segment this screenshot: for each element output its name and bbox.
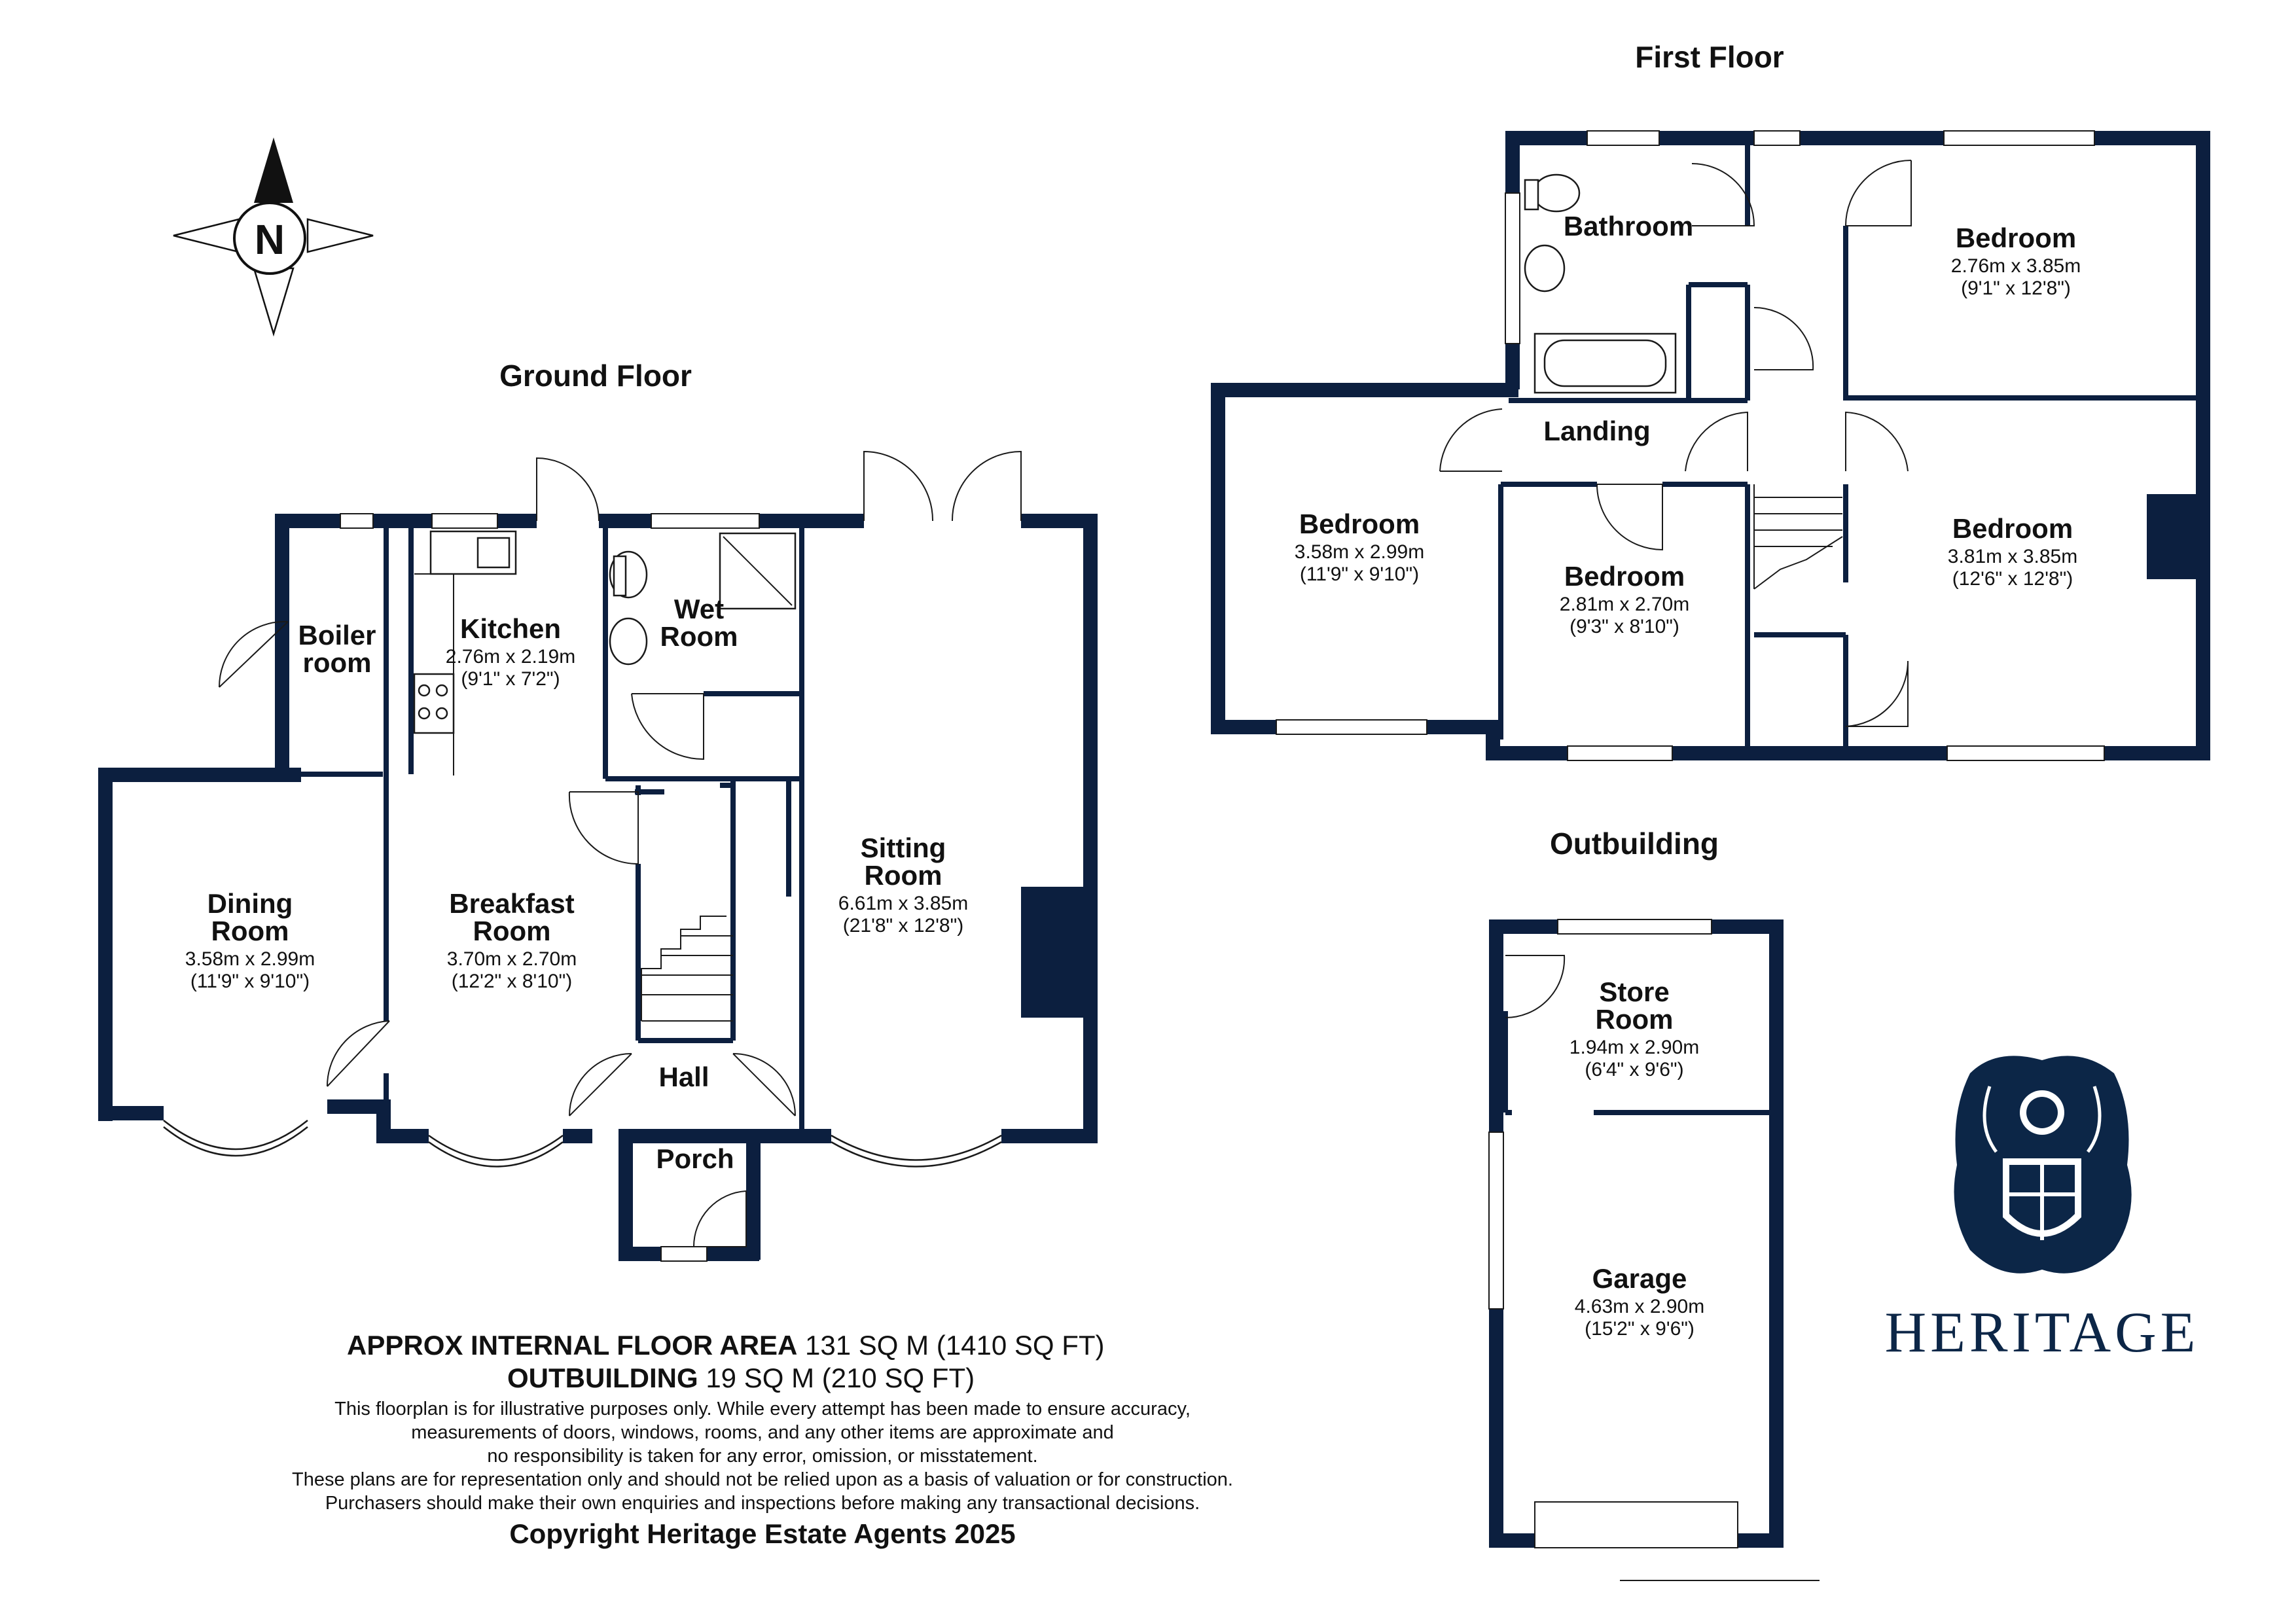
heritage-crest-icon bbox=[1954, 1056, 2132, 1273]
room-name: Dining bbox=[207, 888, 293, 919]
sink-icon bbox=[1525, 245, 1564, 291]
room-label-breakfast-room bbox=[447, 888, 577, 992]
room-name: Boiler bbox=[298, 620, 376, 651]
brand-name: HERITAGE bbox=[1884, 1301, 2200, 1364]
room-name: Room bbox=[211, 916, 289, 946]
area-line-1 bbox=[347, 1330, 1105, 1361]
room-name: Landing bbox=[1543, 416, 1651, 446]
disclaimer-line: These plans are for representation only and should not be relied upon as a basis of valuation or for construction. bbox=[292, 1469, 1233, 1490]
room-name: Hall bbox=[658, 1061, 709, 1092]
room-label-bedroom-e bbox=[1948, 513, 2077, 590]
sink-icon bbox=[610, 618, 647, 664]
chimney-icon bbox=[2147, 494, 2196, 579]
room-name: Bedroom bbox=[1564, 561, 1685, 592]
room-dimensions: 1.94m x 2.90m bbox=[1569, 1037, 1700, 1058]
room-name: Room bbox=[864, 860, 942, 891]
room-dimensions: 6.61m x 3.85m bbox=[838, 893, 969, 914]
area-label-1: APPROX INTERNAL FLOOR AREA bbox=[347, 1330, 798, 1361]
area-value-1: 131 SQ M (1410 SQ FT) bbox=[797, 1330, 1105, 1361]
room-name: Room bbox=[473, 916, 551, 946]
copyright-text: Copyright Heritage Estate Agents 2025 bbox=[509, 1518, 1016, 1549]
room-label-bedroom-ne bbox=[1951, 223, 2081, 299]
room-label-bedroom-mid bbox=[1560, 561, 1689, 637]
compass-north-label: N bbox=[254, 216, 285, 263]
room-label-kitchen bbox=[446, 613, 575, 690]
room-dimensions: (11'9" x 9'10") bbox=[190, 971, 310, 992]
compass-icon bbox=[173, 137, 373, 334]
room-dimensions: 2.76m x 2.19m bbox=[445, 646, 576, 668]
room-label-garage bbox=[1575, 1263, 1704, 1340]
area-line-2 bbox=[507, 1363, 975, 1393]
room-label-store-room bbox=[1570, 976, 1699, 1080]
room-name: Garage bbox=[1592, 1263, 1687, 1294]
room-dimensions: 4.63m x 2.90m bbox=[1574, 1296, 1705, 1317]
room-label-boiler-room bbox=[298, 620, 376, 678]
hob-icon bbox=[414, 674, 454, 733]
room-label-bathroom bbox=[1564, 211, 1693, 241]
room-dimensions: (6'4" x 9'6") bbox=[1585, 1059, 1684, 1080]
room-name: Wet bbox=[673, 594, 725, 624]
room-dimensions: (15'2" x 9'6") bbox=[1585, 1318, 1695, 1340]
stairs-icon bbox=[641, 916, 733, 1021]
disclaimer-line: measurements of doors, windows, rooms, and any other items are approximate and bbox=[411, 1422, 1114, 1443]
room-name: Bedroom bbox=[1955, 223, 2077, 253]
area-label-2: OUTBUILDING bbox=[507, 1363, 698, 1393]
room-dimensions: (11'9" x 9'10") bbox=[1299, 563, 1420, 585]
room-dimensions: (9'1" x 12'8") bbox=[1961, 277, 2071, 299]
disclaimer-line: This floorplan is for illustrative purposes only. While every attempt has been made to ensure accuracy, bbox=[334, 1399, 1191, 1419]
room-dimensions: 2.81m x 2.70m bbox=[1559, 594, 1690, 615]
room-labels bbox=[185, 211, 2081, 1340]
room-dimensions: 3.58m x 2.99m bbox=[185, 948, 315, 970]
room-name: Breakfast bbox=[449, 888, 575, 919]
room-name: Kitchen bbox=[459, 613, 562, 644]
room-dimensions: (9'3" x 8'10") bbox=[1570, 616, 1679, 637]
chimney-icon bbox=[1021, 887, 1083, 1018]
room-dimensions: (9'1" x 7'2") bbox=[461, 668, 560, 690]
room-name: room bbox=[302, 647, 372, 678]
ground-floor-plan bbox=[98, 452, 1098, 1261]
outbuilding-title: Outbuilding bbox=[1549, 827, 1719, 861]
room-dimensions: (12'6" x 12'8") bbox=[1952, 568, 2073, 590]
room-label-dining-room bbox=[185, 888, 315, 992]
disclaimer-line: no responsibility is taken for any error, omission, or misstatement. bbox=[487, 1446, 1038, 1467]
room-name: Sitting bbox=[860, 832, 946, 863]
room-name: Room bbox=[1595, 1004, 1674, 1035]
room-label-sitting-room bbox=[838, 832, 968, 936]
room-label-hall bbox=[658, 1061, 709, 1092]
stairs-icon bbox=[1754, 484, 1842, 589]
room-dimensions: (12'2" x 8'10") bbox=[451, 971, 573, 992]
room-name: Room bbox=[660, 621, 738, 652]
toilet-icon bbox=[1534, 175, 1579, 211]
first-floor-title: First Floor bbox=[1635, 40, 1784, 74]
room-dimensions: 3.81m x 3.85m bbox=[1947, 546, 2078, 567]
room-dimensions: 3.70m x 2.70m bbox=[446, 948, 577, 970]
room-dimensions: 3.58m x 2.99m bbox=[1294, 541, 1425, 563]
room-name: Porch bbox=[656, 1143, 734, 1174]
room-label-bedroom-w bbox=[1295, 508, 1424, 585]
room-name: Bedroom bbox=[1952, 513, 2073, 544]
room-name: Store bbox=[1599, 976, 1670, 1007]
disclaimer-line: Purchasers should make their own enquiries and inspections before making any transactional decisions. bbox=[325, 1493, 1200, 1514]
room-label-porch bbox=[656, 1143, 734, 1174]
area-value-2: 19 SQ M (210 SQ FT) bbox=[698, 1363, 975, 1393]
room-dimensions: (21'8" x 12'8") bbox=[842, 915, 964, 936]
ground-floor-title: Ground Floor bbox=[499, 359, 692, 393]
room-dimensions: 2.76m x 3.85m bbox=[1950, 255, 2081, 277]
room-label-landing bbox=[1543, 416, 1650, 446]
room-name: Bathroom bbox=[1563, 211, 1694, 241]
room-name: Bedroom bbox=[1299, 508, 1420, 539]
